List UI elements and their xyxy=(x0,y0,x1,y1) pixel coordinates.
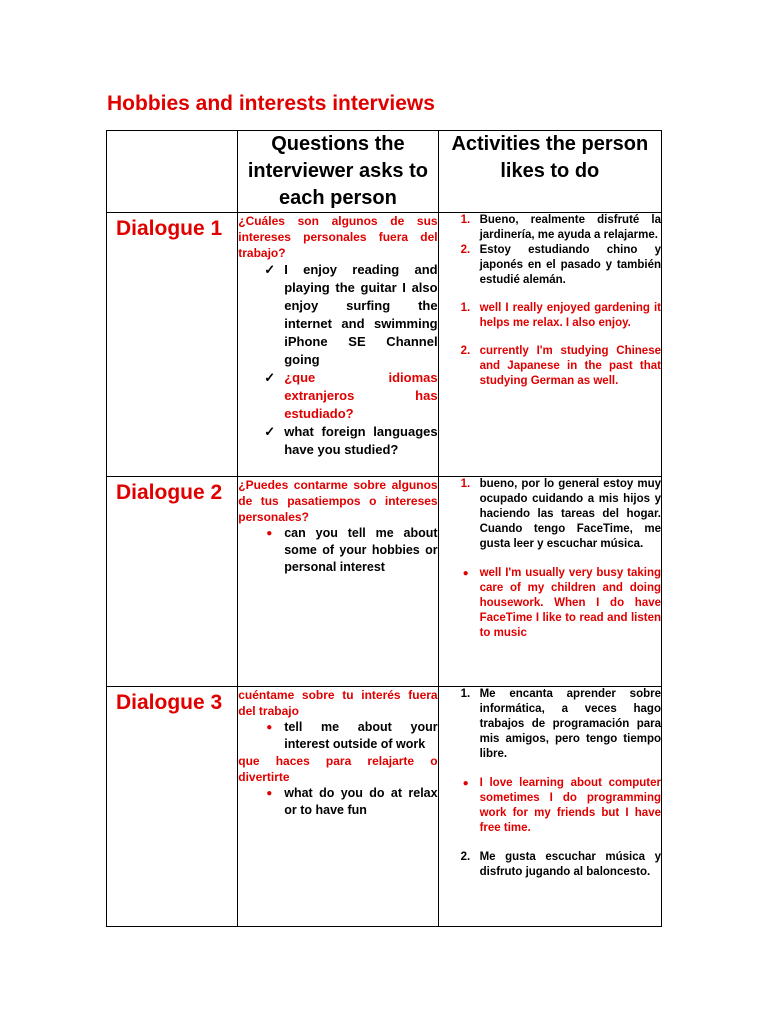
table-row-dialogue-1 xyxy=(107,213,662,477)
bullet-list xyxy=(238,719,437,753)
header-cell-empty xyxy=(107,131,238,213)
checkmark-icon: ✓ xyxy=(264,370,276,385)
interview-table xyxy=(106,130,662,927)
list-item xyxy=(439,477,661,552)
check-list xyxy=(238,261,437,459)
list-item-text: tell me about your interest outside of work xyxy=(284,720,438,751)
bullet-icon: ● xyxy=(266,528,273,539)
dialogue-label: Dialogue 1 xyxy=(116,217,223,240)
list-item xyxy=(439,243,661,288)
list-item-text: Me encanta aprender sobre informática, a veces hago trabajos de programación para mis amigos, pero tengo tiempo libre. xyxy=(479,688,661,760)
questions-cell xyxy=(238,213,438,477)
list-item-text: well I really enjoyed gardening it helps me relax. I also enjoy. xyxy=(479,302,661,329)
list-item xyxy=(439,566,661,641)
list-item xyxy=(238,785,437,819)
bullet-list xyxy=(238,785,437,819)
list-item-text: bueno, por lo general estoy muy ocupado cuidando a mis hijos y haciendo las tareas del hogar. Cuando tengo FaceTime, me gusta leer y escuchar música. xyxy=(479,478,661,550)
list-item-text: Me gusta escuchar música y disfruto jugando al baloncesto. xyxy=(479,851,661,878)
dialogue-label: Dialogue 3 xyxy=(116,691,223,714)
questions-cell xyxy=(238,687,438,927)
answers-cell xyxy=(438,213,661,477)
bullet-icon: ● xyxy=(462,778,469,789)
answer-list xyxy=(439,687,661,880)
header-activities: Activities the person likes to do xyxy=(438,131,661,213)
bullet-icon: ● xyxy=(266,788,273,799)
list-item xyxy=(238,369,437,423)
questions-cell xyxy=(238,477,438,687)
answer-list xyxy=(439,213,661,389)
spacer xyxy=(439,331,661,344)
list-item-text: what foreign languages have you studied? xyxy=(284,424,438,457)
list-item-text: Bueno, realmente disfruté la jardinería, me ayuda a relajarme. xyxy=(479,214,661,241)
list-item xyxy=(238,423,437,459)
list-item-text: currently I'm studying Chinese and Japanese in the past that studying German as well. xyxy=(479,345,661,387)
bullet-icon: ● xyxy=(462,568,469,579)
list-marker: 2. xyxy=(460,345,471,357)
bullet-list xyxy=(238,525,437,576)
list-item xyxy=(238,261,437,369)
bullet-icon: ● xyxy=(266,722,273,733)
question-spanish: ¿Cuáles son algunos de sus intereses personales fuera del trabajo? xyxy=(238,214,438,260)
answers-cell xyxy=(438,477,661,687)
document-title: Hobbies and interests interviews xyxy=(107,92,435,115)
header-questions: Questions the interviewer asks to each person xyxy=(238,131,438,213)
dialogue-cell xyxy=(107,687,238,927)
list-item-text: well I'm usually very busy taking care of my children and doing housework. When I do have FaceTime I like to read and listen to music xyxy=(479,567,661,639)
list-marker: 1. xyxy=(460,478,471,490)
list-item xyxy=(238,525,437,576)
list-marker: 2. xyxy=(460,244,471,256)
list-item-text: Estoy estudiando chino y japonés en el pasado y también estudié alemán. xyxy=(479,244,661,286)
list-marker: 2. xyxy=(460,851,471,863)
checkmark-icon: ✓ xyxy=(264,262,276,277)
spacer xyxy=(439,762,661,776)
list-item-text: can you tell me about some of your hobbies or personal interest xyxy=(284,526,438,574)
list-item-text: ¿que idiomas extranjeros has estudiado? xyxy=(284,370,438,421)
list-item-text: I love learning about computer sometimes I do programming work for my friends but I have free time. xyxy=(479,777,661,834)
list-item-text: what do you do at relax or to have fun xyxy=(284,786,438,817)
list-item xyxy=(439,301,661,331)
question-spanish-2: que haces para relajarte o divertirte xyxy=(238,754,438,784)
question-spanish: ¿Puedes contarme sobre algunos de tus pasatiempos o intereses personales? xyxy=(238,478,438,524)
spacer xyxy=(439,836,661,850)
table-header-row xyxy=(107,131,662,213)
list-item xyxy=(439,344,661,389)
list-marker: 1. xyxy=(460,688,471,700)
spacer xyxy=(439,552,661,566)
question-spanish: cuéntame sobre tu interés fuera del trabajo xyxy=(238,688,438,718)
list-item xyxy=(439,850,661,880)
list-item-text: I enjoy reading and playing the guitar I also enjoy surfing the internet and swimming iPhone SE Channel going xyxy=(284,262,438,367)
answers-cell xyxy=(438,687,661,927)
dialogue-label: Dialogue 2 xyxy=(116,481,223,504)
answer-list xyxy=(439,477,661,641)
dialogue-cell xyxy=(107,477,238,687)
list-item xyxy=(238,719,437,753)
list-item xyxy=(439,213,661,243)
dialogue-cell xyxy=(107,213,238,477)
list-marker: 1. xyxy=(460,214,471,226)
list-marker: 1. xyxy=(460,302,471,314)
spacer xyxy=(439,288,661,301)
list-item xyxy=(439,687,661,762)
checkmark-icon: ✓ xyxy=(264,424,276,439)
list-item xyxy=(439,776,661,836)
table-row-dialogue-3 xyxy=(107,687,662,927)
table-row-dialogue-2 xyxy=(107,477,662,687)
